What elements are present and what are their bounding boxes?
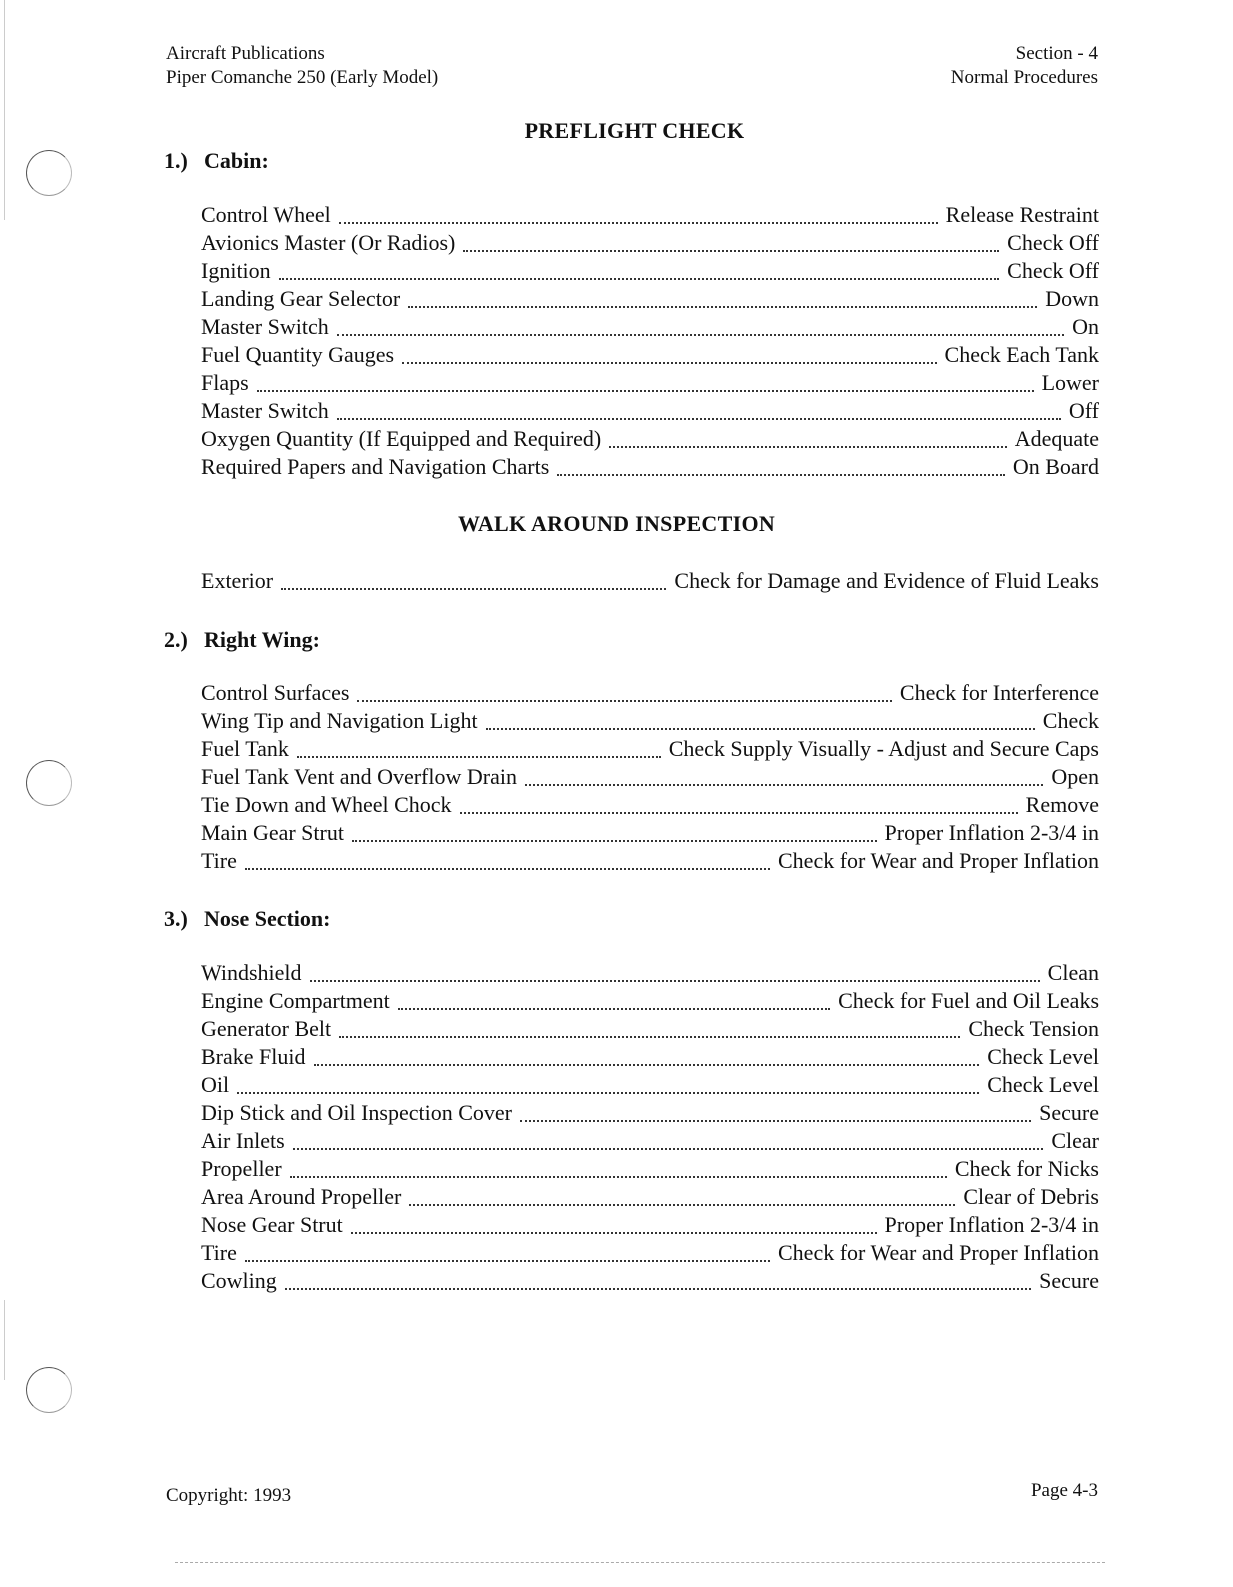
page-header-left (166, 42, 438, 90)
section-index: 2.) (164, 627, 188, 652)
checklist-row (201, 958, 1099, 986)
cabin-heading (164, 148, 269, 174)
item-label: Exterior (201, 568, 274, 593)
dot-leader (339, 202, 938, 224)
checklist-row (201, 818, 1099, 846)
checklist-row (201, 1042, 1099, 1070)
walk-around-title: WALK AROUND INSPECTION (457, 511, 776, 536)
dot-leader (290, 1156, 947, 1178)
dot-leader (409, 1184, 955, 1206)
preflight-title: PREFLIGHT CHECK (524, 118, 745, 143)
checklist-row (201, 734, 1099, 762)
item-action: Check Level (987, 1072, 1099, 1097)
item-label: Dip Stick and Oil Inspection Cover (201, 1100, 513, 1125)
item-action: Check for Nicks (954, 1156, 1099, 1181)
binder-hole (26, 1367, 72, 1413)
item-action: Check Off (1007, 258, 1099, 283)
checklist-row (201, 284, 1099, 312)
checklist-row (201, 396, 1099, 424)
checklist-row (201, 1154, 1099, 1182)
nose-section-heading (164, 906, 330, 932)
checklist-row (201, 452, 1099, 480)
item-action: Secure (1039, 1100, 1099, 1125)
right-wing-heading (164, 627, 320, 653)
item-label: Master Switch (201, 314, 329, 339)
item-action: Proper Inflation 2-3/4 in (884, 820, 1099, 845)
item-label: Cowling (201, 1268, 277, 1293)
item-label: Brake Fluid (201, 1044, 306, 1069)
checklist-row (201, 1238, 1099, 1266)
item-label: Control Wheel (201, 202, 331, 227)
dot-leader (351, 1212, 877, 1234)
item-label: Air Inlets (201, 1128, 285, 1153)
item-action: Check for Wear and Proper Inflation (778, 848, 1099, 873)
checklist-row (201, 1210, 1099, 1238)
section-heading-text: Cabin: (204, 148, 269, 173)
item-action: Check for Interference (899, 680, 1099, 705)
item-action: Off (1068, 398, 1099, 423)
item-action: Release Restraint (945, 202, 1099, 227)
binder-hole (26, 150, 72, 196)
checklist-row (201, 228, 1099, 256)
dot-leader (245, 1240, 770, 1262)
dot-leader (402, 342, 936, 364)
aircraft-model: Piper Comanche 250 (Early Model) (166, 67, 439, 88)
item-label: Master Switch (201, 398, 329, 423)
dot-leader (557, 454, 1005, 476)
item-action: Clear of Debris (963, 1184, 1099, 1209)
checklist-row (201, 1266, 1099, 1294)
margin-line (4, 0, 5, 220)
binder-hole (26, 760, 72, 806)
item-action: Check Tension (968, 1016, 1099, 1041)
item-action: Check Off (1007, 230, 1099, 255)
item-action: Clean (1047, 960, 1099, 985)
item-action: Open (1051, 764, 1099, 789)
dot-leader (609, 426, 1007, 448)
right-wing-checklist (201, 678, 1099, 874)
item-label: Tire (201, 1240, 237, 1265)
dot-leader (463, 230, 999, 252)
item-action: Proper Inflation 2-3/4 in (884, 1212, 1099, 1237)
item-action: Secure (1039, 1268, 1099, 1293)
item-action: Check for Damage and Evidence of Fluid Leaks (674, 568, 1099, 593)
dot-leader (337, 398, 1061, 420)
exterior-checklist (201, 566, 1099, 594)
nose-section-checklist (201, 958, 1099, 1294)
item-label: Fuel Tank (201, 736, 289, 761)
item-label: Oxygen Quantity (If Equipped and Required) (201, 426, 602, 451)
dot-leader (314, 1044, 980, 1066)
checklist-row (201, 678, 1099, 706)
section-heading-text: Nose Section: (204, 906, 331, 931)
item-action: Remove (1025, 792, 1099, 817)
section-number: Section - 4 (1015, 43, 1098, 64)
margin-line (4, 1300, 5, 1380)
checklist-row (201, 312, 1099, 340)
dot-leader (237, 1072, 979, 1094)
checklist-row (201, 1098, 1099, 1126)
cabin-checklist (201, 200, 1099, 480)
dot-leader (310, 960, 1040, 982)
item-label: Oil (201, 1072, 230, 1097)
checklist-row (201, 200, 1099, 228)
item-label: Windshield (201, 960, 302, 985)
item-label: Tie Down and Wheel Chock (201, 792, 452, 817)
section-index: 3.) (164, 906, 188, 931)
dot-leader (257, 370, 1034, 392)
item-label: Propeller (201, 1156, 282, 1181)
checklist-row (201, 256, 1099, 284)
item-label: Tire (201, 848, 237, 873)
dot-leader (245, 848, 770, 870)
dot-leader (293, 1128, 1044, 1150)
dot-leader (408, 286, 1037, 308)
dot-leader (460, 792, 1018, 814)
item-action: On (1072, 314, 1099, 339)
copyright-notice: Copyright: 1993 (166, 1485, 292, 1506)
item-label: Generator Belt (201, 1016, 332, 1041)
item-label: Engine Compartment (201, 988, 390, 1013)
checklist-row (201, 790, 1099, 818)
section-index: 1.) (164, 148, 188, 173)
checklist-row (201, 846, 1099, 874)
item-label: Wing Tip and Navigation Light (201, 708, 478, 733)
page-number: Page 4-3 (1030, 1480, 1098, 1501)
checklist-row (201, 424, 1099, 452)
checklist-row (201, 368, 1099, 396)
checklist-row (201, 762, 1099, 790)
dot-leader (357, 680, 891, 702)
section-heading-text: Right Wing: (204, 627, 320, 652)
dot-leader (525, 764, 1043, 786)
item-action: Check (1042, 708, 1099, 733)
item-action: Clear (1051, 1128, 1099, 1153)
item-label: Avionics Master (Or Radios) (201, 230, 456, 255)
item-action: Check Supply Visually - Adjust and Secure Caps (668, 736, 1099, 761)
item-action: Check Level (987, 1044, 1099, 1069)
checklist-row (201, 1070, 1099, 1098)
item-action: Lower (1041, 370, 1099, 395)
checklist-row (201, 1182, 1099, 1210)
item-action: Check for Wear and Proper Inflation (778, 1240, 1099, 1265)
item-label: Area Around Propeller (201, 1184, 402, 1209)
scan-edge-line (175, 1562, 1105, 1563)
item-label: Control Surfaces (201, 680, 350, 705)
dot-leader (398, 988, 830, 1010)
checklist-row (201, 706, 1099, 734)
item-label: Flaps (201, 370, 249, 395)
checklist-row (201, 1014, 1099, 1042)
item-label: Landing Gear Selector (201, 286, 401, 311)
item-action: On Board (1012, 454, 1099, 479)
section-title: Normal Procedures (950, 67, 1098, 88)
checklist-row (201, 1126, 1099, 1154)
item-action: Down (1045, 286, 1099, 311)
dot-leader (281, 568, 666, 590)
dot-leader (339, 1016, 960, 1038)
item-label: Nose Gear Strut (201, 1212, 343, 1237)
publisher-name: Aircraft Publications (166, 43, 325, 64)
item-label: Required Papers and Navigation Charts (201, 454, 550, 479)
dot-leader (279, 258, 999, 280)
page-header-right (951, 42, 1098, 90)
dot-leader (285, 1268, 1031, 1290)
item-label: Fuel Tank Vent and Overflow Drain (201, 764, 517, 789)
checklist-row (201, 340, 1099, 368)
item-label: Fuel Quantity Gauges (201, 342, 395, 367)
item-label: Ignition (201, 258, 271, 283)
dot-leader (486, 708, 1035, 730)
dot-leader (352, 820, 877, 842)
checklist-row (201, 986, 1099, 1014)
dot-leader (297, 736, 661, 758)
dot-leader (337, 314, 1064, 336)
item-action: Check for Fuel and Oil Leaks (838, 988, 1099, 1013)
checklist-row (201, 566, 1099, 594)
item-action: Check Each Tank (944, 342, 1099, 367)
item-action: Adequate (1014, 426, 1099, 451)
item-label: Main Gear Strut (201, 820, 344, 845)
dot-leader (520, 1100, 1031, 1122)
